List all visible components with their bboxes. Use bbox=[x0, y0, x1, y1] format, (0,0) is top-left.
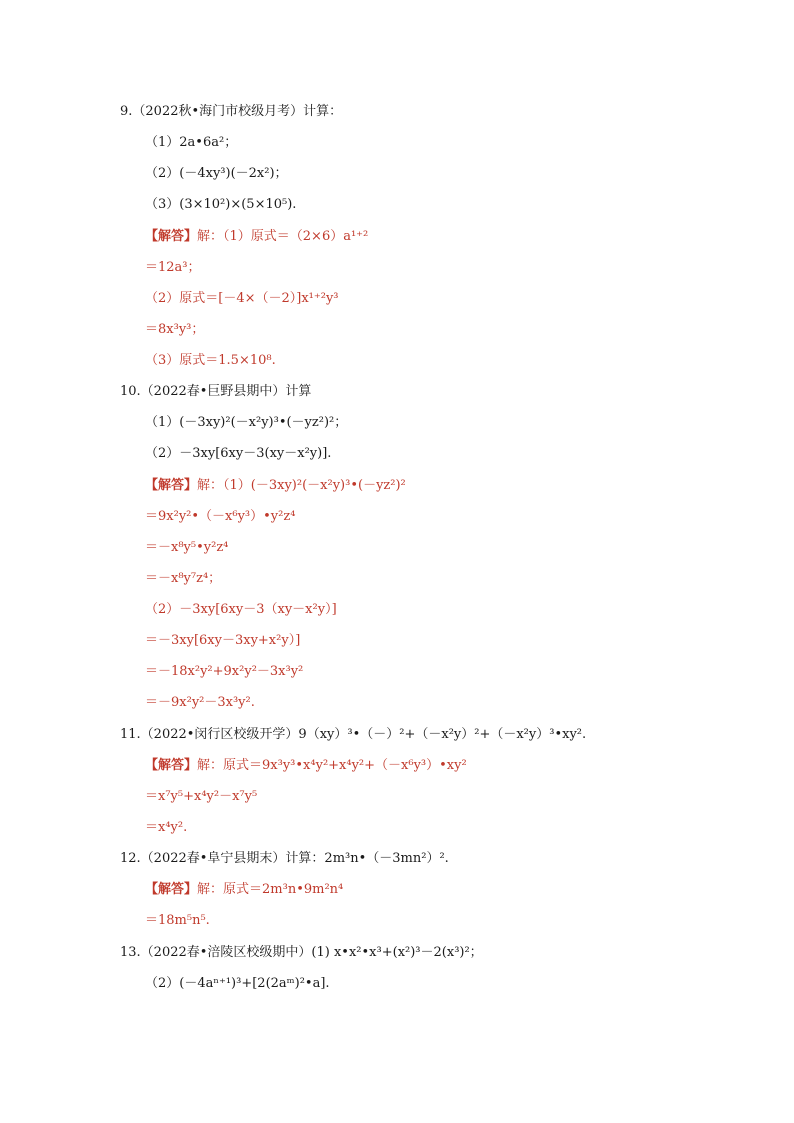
answer-9-line-2: ＝12a³； bbox=[145, 260, 201, 275]
question-13-part-2: （2）(－4aⁿ⁺¹)³+[2(2aᵐ)²•a]. bbox=[145, 976, 330, 991]
question-10-title: 10.（2022春•巨野县期中）计算 bbox=[120, 384, 312, 399]
question-9-title: 9.（2022秋•海门市校级月考）计算： bbox=[120, 104, 343, 119]
answer-10-header bbox=[145, 477, 406, 495]
answer-10-line-6: ＝－3xy[6xy－3xy+x²y）] bbox=[145, 633, 301, 648]
answer-tag: 【解答】 bbox=[145, 478, 198, 493]
answer-10-line-1: 解：（1）(－3xy)²(－x²y)³•(－yz²)² bbox=[197, 478, 406, 493]
question-10-part-1: （1）(－3xy)²(－x²y)³•(－yz²)²； bbox=[145, 415, 348, 430]
answer-10-line-5: （2）－3xy[6xy－3（xy－x²y）] bbox=[145, 602, 337, 617]
question-12-title: 12.（2022春•阜宁县期末）计算：2m³n•（－3mn²）². bbox=[120, 851, 449, 866]
question-10-part-2: （2）－3xy[6xy－3(xy－x²y)]. bbox=[145, 446, 332, 461]
answer-10-line-3: ＝－x⁸y⁵•y²z⁴ bbox=[145, 540, 229, 555]
answer-tag: 【解答】 bbox=[145, 229, 198, 244]
question-11-title: 11.（2022•闵行区校级开学）9（xy）³•（－）²+（－x²y）²+（－x²y）³•xy². bbox=[120, 727, 587, 742]
answer-10-line-4: ＝－x⁸y⁷z⁴； bbox=[145, 571, 222, 586]
answer-9-line-3: （2）原式＝[－4×（－2）]x¹⁺²y³ bbox=[145, 291, 339, 306]
answer-10-line-8: ＝－9x²y²－3x³y². bbox=[145, 695, 255, 710]
answer-9-header bbox=[145, 228, 368, 246]
answer-9-line-5: （3）原式＝1.5×10⁸. bbox=[145, 353, 276, 368]
answer-10-line-2: ＝9x²y²•（－x⁶y³）•y²z⁴ bbox=[145, 509, 296, 524]
answer-12-line-2: ＝18m⁵n⁵. bbox=[145, 913, 210, 928]
question-9-part-3: （3）(3×10²)×(5×10⁵). bbox=[145, 197, 297, 212]
answer-9-line-4: ＝8x³y³； bbox=[145, 322, 205, 337]
answer-11-line-1: 解：原式＝9x³y³•x⁴y²+x⁴y²+（－x⁶y³）•xy² bbox=[197, 758, 467, 773]
question-9-part-1: （1）2a•6a²； bbox=[145, 135, 238, 150]
answer-9-line-1: 解：（1）原式＝（2×6）a¹⁺² bbox=[197, 229, 369, 244]
question-9-part-2: （2）(－4xy³)(－2x²)； bbox=[145, 166, 288, 181]
answer-tag: 【解答】 bbox=[145, 758, 198, 773]
answer-12-line-1: 解：原式＝2m³n•9m²n⁴ bbox=[197, 882, 344, 897]
question-13-title: 13.（2022春•涪陵区校级期中）(1) x•x²•x³+(x²)³－2(x³)²； bbox=[120, 945, 483, 960]
answer-11-header bbox=[145, 757, 467, 775]
answer-11-line-2: ＝x⁷y⁵+x⁴y²－x⁷y⁵ bbox=[145, 789, 258, 804]
answer-10-line-7: ＝－18x²y²+9x²y²－3x³y² bbox=[145, 664, 304, 679]
answer-tag: 【解答】 bbox=[145, 882, 198, 897]
answer-12-header bbox=[145, 881, 343, 899]
answer-11-line-3: ＝x⁴y². bbox=[145, 820, 188, 835]
